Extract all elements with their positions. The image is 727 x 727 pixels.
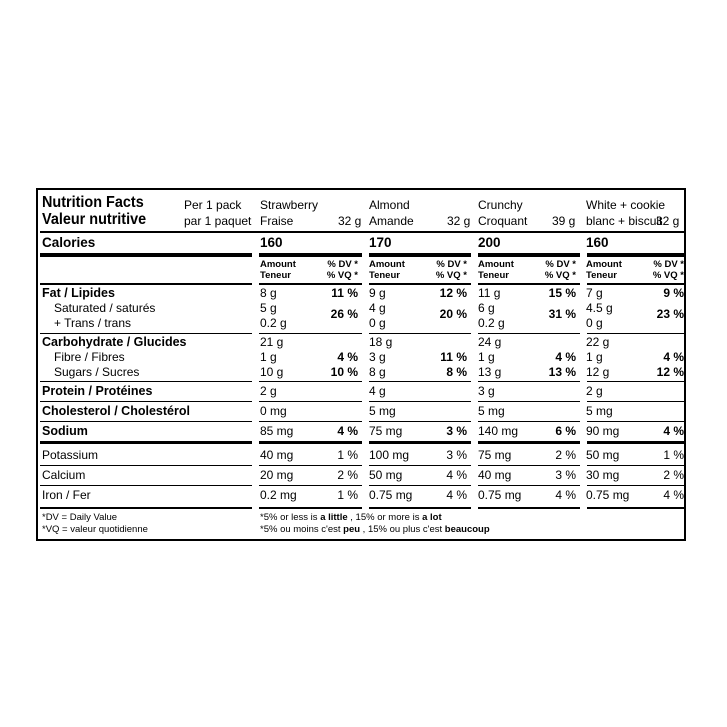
calcium-label: Calcium (42, 468, 86, 482)
fibre-amount: 1 g (478, 350, 495, 364)
calcium-dv: 4 % (446, 468, 467, 482)
fibre-amount: 1 g (260, 350, 277, 364)
dv-footnote: *DV = Daily Value (42, 512, 118, 523)
dv-label-fr: % VQ * (435, 270, 467, 281)
rule-gap (580, 421, 587, 422)
col-crunchy-en: Crunchy (478, 198, 523, 212)
fat-label: Fat / Lipides (42, 286, 115, 300)
dv-label-en: % DV * (436, 259, 467, 270)
calcium-dv: 2 % (663, 468, 684, 482)
rule-gap (580, 507, 587, 509)
sat-trans-dv: 20 % (439, 307, 467, 321)
amount-label-en: Amount (260, 259, 296, 270)
saturated-amount: 4 g (369, 301, 386, 315)
rule-gap (362, 465, 369, 466)
saturated-amount: 4.5 g (586, 301, 613, 315)
rule-gap (362, 253, 369, 257)
fibre-dv: 4 % (663, 350, 684, 364)
carb-label: Carbohydrate / Glucides (42, 335, 187, 349)
rule-gap (362, 507, 369, 509)
protein-amount: 3 g (478, 384, 495, 398)
protein-amount: 4 g (369, 384, 386, 398)
calcium-amount: 50 mg (369, 468, 403, 482)
sugars-amount: 8 g (369, 365, 386, 379)
potassium-label: Potassium (42, 448, 99, 462)
fibre-dv: 4 % (337, 350, 358, 364)
sugars-amount: 10 g (260, 365, 284, 379)
protein-label: Protein / Protéines (42, 384, 153, 398)
rule-gap (471, 441, 478, 444)
footnote-fr: *5% ou moins c'est peu , 15% ou plus c'est beaucoup (260, 524, 490, 535)
footnote-en: *5% or less is a little , 15% or more is a lot (260, 512, 442, 523)
sodium-dv: 3 % (446, 424, 467, 438)
cholesterol-amount: 0 mg (260, 404, 287, 418)
iron-dv: 4 % (446, 488, 467, 502)
fibre-dv: 11 % (440, 350, 467, 364)
fibre-amount: 3 g (369, 350, 386, 364)
nutrition-facts-table (36, 188, 686, 541)
protein-amount: 2 g (260, 384, 277, 398)
rule-gap (252, 485, 259, 486)
dv-label-en: % DV * (545, 259, 576, 270)
trans-amount: 0 g (586, 316, 603, 330)
trans-amount: 0.2 g (478, 316, 505, 330)
sugars-dv: 13 % (548, 365, 576, 379)
cholesterol-amount: 5 mg (369, 404, 396, 418)
carb-amount: 24 g (478, 335, 502, 349)
sugars-dv: 8 % (446, 365, 467, 379)
fat-amount: 7 g (586, 286, 603, 300)
sodium-amount: 75 mg (369, 424, 403, 438)
saturated-amount: 6 g (478, 301, 495, 315)
protein-amount: 2 g (586, 384, 603, 398)
potassium-dv: 3 % (446, 448, 467, 462)
rule-gap (580, 465, 587, 466)
rule-gap (471, 333, 478, 334)
rule-gap (362, 441, 369, 444)
iron-dv: 4 % (555, 488, 576, 502)
serving-en: Per 1 pack (184, 198, 242, 212)
sat-trans-dv: 26 % (330, 307, 358, 321)
calcium-amount: 40 mg (478, 468, 512, 482)
saturated-label: Saturated / saturés (54, 301, 156, 315)
trans-label: + Trans / trans (54, 316, 132, 330)
potassium-dv: 1 % (663, 448, 684, 462)
rule-gap (252, 401, 259, 402)
rule-gap (580, 333, 587, 334)
fat-dv: 11 % (331, 286, 358, 300)
fibre-dv: 4 % (555, 350, 576, 364)
saturated-amount: 5 g (260, 301, 277, 315)
sodium-label: Sodium (42, 424, 88, 438)
iron-amount: 0.75 mg (586, 488, 630, 502)
col-strawberry-en: Strawberry (260, 198, 319, 212)
calories-label: Calories (42, 235, 96, 250)
title-fr: Valeur nutritive (42, 211, 147, 228)
fat-amount: 9 g (369, 286, 386, 300)
iron-amount: 0.2 mg (260, 488, 297, 502)
rule-gap (580, 401, 587, 402)
cholesterol-amount: 5 mg (586, 404, 613, 418)
col-strawberry-weight: 32 g (338, 214, 362, 228)
col-almond-fr: Amande (369, 214, 414, 228)
rule-gap (471, 485, 478, 486)
col-almond-en: Almond (369, 198, 410, 212)
carb-amount: 21 g (260, 335, 284, 349)
sat-trans-dv: 31 % (548, 307, 576, 321)
sodium-amount: 85 mg (260, 424, 294, 438)
rule-gap (362, 401, 369, 402)
header-rule (40, 231, 684, 233)
amount-label-fr: Teneur (478, 270, 509, 281)
fat-amount: 8 g (260, 286, 277, 300)
potassium-amount: 100 mg (369, 448, 410, 462)
col-crunchy-weight: 39 g (552, 214, 576, 228)
col-white-fr: blanc + biscuit (586, 214, 663, 228)
rule-gap (252, 441, 259, 444)
fibre-amount: 1 g (586, 350, 603, 364)
serving-fr: par 1 paquet (184, 214, 252, 228)
sugars-dv: 12 % (656, 365, 684, 379)
iron-dv: 4 % (663, 488, 684, 502)
calcium-dv: 3 % (555, 468, 576, 482)
vq-footnote: *VQ = valeur quotidienne (42, 524, 148, 535)
trans-amount: 0 g (369, 316, 386, 330)
potassium-amount: 40 mg (260, 448, 294, 462)
dv-label-fr: % VQ * (326, 270, 358, 281)
sugars-dv: 10 % (330, 365, 358, 379)
rule-gap (362, 283, 369, 285)
carb-amount: 22 g (586, 335, 610, 349)
dv-label-fr: % VQ * (544, 270, 576, 281)
calcium-amount: 30 mg (586, 468, 620, 482)
sugars-amount: 12 g (586, 365, 610, 379)
potassium-amount: 50 mg (586, 448, 620, 462)
rule-gap (252, 507, 259, 509)
calories-value: 170 (369, 235, 392, 250)
sodium-dv: 4 % (663, 424, 684, 438)
fat-amount: 11 g (478, 286, 501, 300)
sugars-amount: 13 g (478, 365, 502, 379)
amount-label-fr: Teneur (369, 270, 400, 281)
fat-dv: 12 % (439, 286, 467, 300)
calories-value: 160 (586, 235, 609, 250)
rule-gap (471, 283, 478, 285)
rule-gap (252, 381, 259, 382)
amount-label-en: Amount (369, 259, 405, 270)
iron-amount: 0.75 mg (478, 488, 522, 502)
rule-gap (471, 253, 478, 257)
amount-label-en: Amount (586, 259, 622, 270)
rule-gap (471, 421, 478, 422)
cholesterol-amount: 5 mg (478, 404, 505, 418)
fat-dv: 15 % (548, 286, 576, 300)
col-white-en: White + cookie (586, 198, 666, 212)
sodium-amount: 90 mg (586, 424, 620, 438)
title-en: Nutrition Facts (42, 194, 144, 211)
iron-amount: 0.75 mg (369, 488, 413, 502)
rule-gap (252, 465, 259, 466)
carb-amount: 18 g (369, 335, 393, 349)
cholesterol-label: Cholesterol / Cholestérol (42, 404, 190, 418)
potassium-amount: 75 mg (478, 448, 512, 462)
rule-gap (471, 381, 478, 382)
trans-amount: 0.2 g (260, 316, 287, 330)
dv-label-fr: % VQ * (652, 270, 684, 281)
rule-gap (580, 283, 587, 285)
col-crunchy-fr: Croquant (478, 214, 528, 228)
rule-gap (252, 333, 259, 334)
potassium-dv: 1 % (337, 448, 358, 462)
dv-label-en: % DV * (653, 259, 684, 270)
sodium-dv: 6 % (555, 424, 576, 438)
fibre-label: Fibre / Fibres (54, 350, 125, 364)
rule-gap (471, 465, 478, 466)
rule-gap (362, 381, 369, 382)
rule-gap (252, 421, 259, 422)
dv-label-en: % DV * (327, 259, 358, 270)
amount-label-fr: Teneur (586, 270, 617, 281)
rule-gap (471, 401, 478, 402)
calcium-dv: 2 % (337, 468, 358, 482)
rule-gap (252, 283, 259, 285)
potassium-dv: 2 % (555, 448, 576, 462)
rule-gap (471, 507, 478, 509)
calories-value: 200 (478, 235, 501, 250)
fat-dv: 9 % (663, 286, 684, 300)
rule-gap (362, 421, 369, 422)
sodium-dv: 4 % (337, 424, 358, 438)
amount-label-en: Amount (478, 259, 514, 270)
calories-value: 160 (260, 235, 283, 250)
col-white-weight: 32 g (656, 214, 680, 228)
iron-dv: 1 % (337, 488, 358, 502)
iron-label: Iron / Fer (42, 488, 91, 502)
rule-gap (362, 333, 369, 334)
rule-gap (580, 381, 587, 382)
rule-gap (580, 441, 587, 444)
rule-gap (362, 485, 369, 486)
sugars-label: Sugars / Sucres (54, 365, 140, 379)
calcium-amount: 20 mg (260, 468, 294, 482)
col-almond-weight: 32 g (447, 214, 471, 228)
rule-gap (580, 253, 587, 257)
sat-trans-dv: 23 % (656, 307, 684, 321)
amount-label-fr: Teneur (260, 270, 291, 281)
sodium-amount: 140 mg (478, 424, 519, 438)
col-strawberry-fr: Fraise (260, 214, 294, 228)
rule-gap (580, 485, 587, 486)
rule-gap (252, 253, 259, 257)
